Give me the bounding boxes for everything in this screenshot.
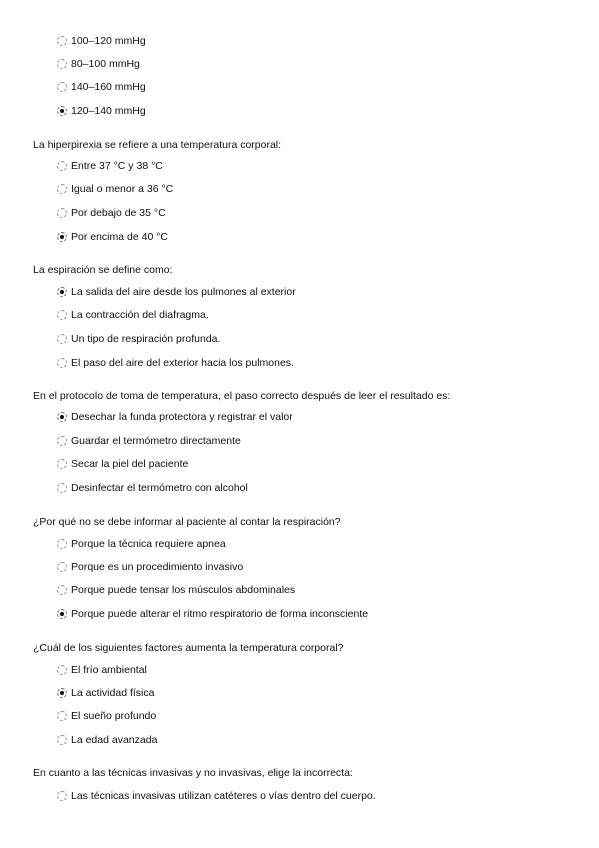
option-label: La actividad física	[71, 687, 155, 699]
question-5-text: ¿Cuál de los siguientes factores aumenta la temperatura corporal?	[33, 642, 344, 654]
option-q3-1[interactable]	[57, 410, 293, 424]
option-label: 120–140 mmHg	[71, 105, 146, 117]
option-label: 80–100 mmHg	[71, 58, 140, 70]
radio-q1-4-selected[interactable]	[57, 232, 67, 242]
option-label: Por debajo de 35 °C	[71, 207, 166, 219]
question-3-text: En el protocolo de toma de temperatura, el paso correcto después de leer el resultado es:	[33, 390, 451, 402]
radio-q1-3[interactable]	[57, 208, 67, 218]
option-label: Las técnicas invasivas utilizan catéteres o vías dentro del cuerpo.	[71, 790, 376, 802]
option-q0-4[interactable]	[57, 104, 146, 118]
option-q1-1[interactable]	[57, 159, 163, 173]
option-q5-1[interactable]	[57, 663, 147, 677]
option-q0-1[interactable]	[57, 34, 146, 48]
option-label: Porque la técnica requiere apnea	[71, 538, 226, 550]
option-q2-1[interactable]	[57, 285, 296, 299]
radio-q4-1[interactable]	[57, 539, 67, 549]
option-label: El paso del aire del exterior hacia los pulmones.	[71, 357, 294, 369]
option-label: Desechar la funda protectora y registrar el valor	[71, 411, 293, 423]
radio-q1-2[interactable]	[57, 184, 67, 194]
radio-q1-1[interactable]	[57, 161, 67, 171]
radio-q3-2[interactable]	[57, 436, 67, 446]
question-6-text: En cuanto a las técnicas invasivas y no invasivas, elige la incorrecta:	[33, 767, 353, 779]
radio-q5-3[interactable]	[57, 711, 67, 721]
radio-q6-1[interactable]	[57, 791, 67, 801]
option-q5-4[interactable]	[57, 733, 157, 747]
radio-q0-1[interactable]	[57, 36, 67, 46]
option-label: Desinfectar el termómetro con alcohol	[71, 482, 248, 494]
option-q2-3[interactable]	[57, 332, 220, 346]
option-q3-4[interactable]	[57, 481, 248, 495]
option-q1-4[interactable]	[57, 230, 168, 244]
option-q2-4[interactable]	[57, 356, 294, 370]
radio-q4-3[interactable]	[57, 585, 67, 595]
option-label: El frío ambiental	[71, 664, 147, 676]
option-q1-3[interactable]	[57, 206, 166, 220]
option-q0-3[interactable]	[57, 80, 146, 94]
radio-q3-1-selected[interactable]	[57, 412, 67, 422]
question-2-text: La espiración se define como:	[33, 264, 173, 276]
option-q3-3[interactable]	[57, 457, 188, 471]
radio-q5-4[interactable]	[57, 735, 67, 745]
option-label: La edad avanzada	[71, 734, 158, 746]
option-q4-4[interactable]	[57, 607, 368, 621]
option-label: 100–120 mmHg	[71, 35, 146, 47]
radio-q0-3[interactable]	[57, 82, 67, 92]
option-label: Porque puede tensar los músculos abdominales	[71, 584, 296, 596]
radio-q2-2[interactable]	[57, 310, 67, 320]
radio-q4-4-selected[interactable]	[57, 609, 67, 619]
option-label: La salida del aire desde los pulmones al exterior	[71, 286, 296, 298]
question-1-text: La hiperpirexia se refiere a una temperatura corporal:	[33, 139, 282, 151]
option-label: El sueño profundo	[71, 710, 157, 722]
option-label: Un tipo de respiración profunda.	[71, 333, 221, 345]
option-label: La contracción del diafragma.	[71, 309, 209, 321]
radio-q4-2[interactable]	[57, 562, 67, 572]
option-q1-2[interactable]	[57, 182, 173, 196]
option-label: Igual o menor a 36 °C	[71, 183, 174, 195]
option-q4-2[interactable]	[57, 560, 243, 574]
option-q2-2[interactable]	[57, 308, 209, 322]
option-q3-2[interactable]	[57, 434, 241, 448]
option-label: Porque puede alterar el ritmo respiratorio de forma inconsciente	[71, 608, 369, 620]
option-label: Guardar el termómetro directamente	[71, 435, 241, 447]
option-q4-3[interactable]	[57, 583, 295, 597]
option-label: Porque es un procedimiento invasivo	[71, 561, 244, 573]
radio-q3-4[interactable]	[57, 483, 67, 493]
radio-q2-4[interactable]	[57, 358, 67, 368]
option-label: 140–160 mmHg	[71, 81, 146, 93]
option-q5-2[interactable]	[57, 686, 154, 700]
option-q0-2[interactable]	[57, 57, 140, 71]
radio-q3-3[interactable]	[57, 459, 67, 469]
radio-q2-3[interactable]	[57, 334, 67, 344]
option-label: Entre 37 °C y 38 °C	[71, 160, 163, 172]
radio-q5-2-selected[interactable]	[57, 688, 67, 698]
option-q6-1[interactable]	[57, 789, 376, 803]
option-label: Por encima de 40 °C	[71, 231, 168, 243]
option-label: Secar la piel del paciente	[71, 458, 189, 470]
radio-q0-2[interactable]	[57, 59, 67, 69]
question-4-text: ¿Por qué no se debe informar al paciente al contar la respiración?	[33, 516, 341, 528]
radio-q0-4-selected[interactable]	[57, 106, 67, 116]
option-q5-3[interactable]	[57, 709, 156, 723]
radio-q2-1-selected[interactable]	[57, 287, 67, 297]
option-q4-1[interactable]	[57, 537, 226, 551]
radio-q5-1[interactable]	[57, 665, 67, 675]
